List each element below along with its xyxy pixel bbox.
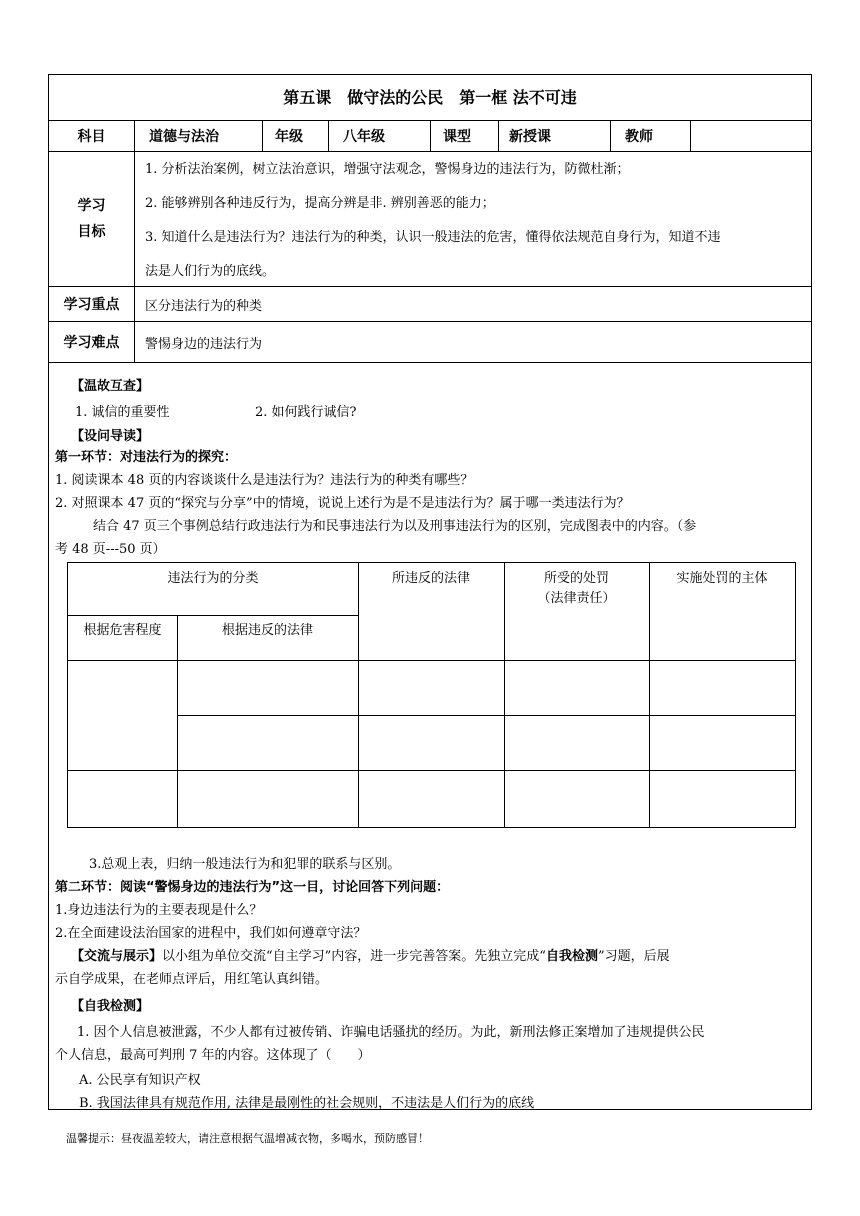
header-by-law: 根据违反的法律 xyxy=(221,623,313,638)
type-value: 新授课 xyxy=(499,121,611,151)
subject-label: 科目 xyxy=(49,121,135,151)
option-b: B. 我国法律具有规范作用, 法律是最刚性的社会规则，不违法是人们行为的底线 xyxy=(79,1096,535,1111)
review-q2: 2. 如何践行诚信? xyxy=(255,405,357,420)
goal-item-2: 2. 能够辨别各种违反行为，提高分辨是非. 辨别善恶的能力； xyxy=(145,196,495,211)
teacher-label: 教师 xyxy=(611,121,691,151)
header-punishing-subject: 实施处罚的主体 xyxy=(676,571,768,586)
classification-table xyxy=(67,562,796,828)
header-penalty: 所受的处罚 xyxy=(543,571,609,586)
difficulty-label: 学习难点 xyxy=(49,322,135,362)
exchange-paragraph xyxy=(71,945,670,964)
grade-value: 八年级 xyxy=(329,121,431,151)
s2-question-1: 1.身边违法行为的主要表现是什么？ xyxy=(55,903,263,918)
goals-label-line1: 学习 xyxy=(77,198,106,214)
goals-label xyxy=(49,152,135,286)
subject-value: 道德与法治 xyxy=(135,121,263,151)
meta-row xyxy=(49,121,811,152)
type-label: 课型 xyxy=(431,121,499,151)
header-violated-law: 所违反的法律 xyxy=(391,571,470,586)
header-by-harm: 根据危害程度 xyxy=(83,623,162,638)
difficulty-value: 警惕身边的违法行为 xyxy=(145,336,263,352)
review-heading: 【温故互查】 xyxy=(71,379,150,394)
selfcheck-heading: 【自我检测】 xyxy=(71,999,150,1014)
key-point-value: 区分违法行为的种类 xyxy=(145,298,263,314)
summary-question: 3.总观上表，归纳一般违法行为和犯罪的联系与区别。 xyxy=(89,857,401,872)
page-title: 第五课 做守法的公民 第一框 法不可违 xyxy=(283,88,577,107)
goal-item-3-cont: 法是人们行为的底线。 xyxy=(145,264,276,279)
lesson-sheet xyxy=(48,74,812,1110)
exchange-text-b: ”习题，后展 xyxy=(597,949,670,964)
footer-tip: 温馨提示：昼夜温差较大，请注意根据气温增减衣物，多喝水，预防感冒！ xyxy=(66,1132,429,1145)
key-point-row xyxy=(49,287,811,322)
s1-question-3-cont: 考 48 页---50 页） xyxy=(55,542,166,557)
question-1-cont: 个人信息，最高可判刑 7 年的内容。这体现了（ ） xyxy=(55,1048,371,1063)
exchange-text-a: 以小组为单位交流“自主学习”内容，进一步完善答案。先独立完成“ xyxy=(162,949,546,964)
goal-item-1: 1. 分析法治案例，树立法治意识，增强守法观念，警惕身边的违法行为，防微杜渐； xyxy=(145,162,630,177)
grade-label: 年级 xyxy=(263,121,329,151)
header-penalty-sub: （法律责任） xyxy=(537,591,616,606)
option-a: A. 公民享有知识产权 xyxy=(79,1073,201,1088)
goal-item-3: 3. 知道什么是违法行为？违法行为的种类，认识一般违法的危害，懂得依法规范自身行为，知道不违 xyxy=(145,230,721,245)
s1-question-1: 1. 阅读课本 48 页的内容谈谈什么是违法行为？违法行为的种类有哪些？ xyxy=(55,473,474,488)
question-1: 1. 因个人信息被泄露，不少人都有过被传销、诈骗电话骚扰的经历。为此，新刑法修正案增加了违规提供公民 xyxy=(77,1025,705,1040)
goals-row xyxy=(49,152,811,287)
s1-question-3: 结合 47 页三个事例总结行政违法行为和民事违法行为以及刑事违法行为的区别，完成图表中的内容。（参 xyxy=(93,519,697,534)
exchange-bold: 自我检测 xyxy=(545,949,598,964)
guide-heading: 【设问导读】 xyxy=(71,429,150,444)
difficulty-row xyxy=(49,322,811,363)
review-q1: 1. 诚信的重要性 xyxy=(75,405,170,420)
header-classification: 违法行为的分类 xyxy=(167,571,259,586)
goals-label-line2: 目标 xyxy=(77,224,106,240)
s2-question-2: 2.在全面建设法治国家的进程中，我们如何遵章守法？ xyxy=(55,926,367,941)
teacher-value xyxy=(691,121,811,151)
exchange-heading: 【交流与展示】 xyxy=(71,949,163,964)
title-row xyxy=(49,75,811,121)
key-point-label: 学习重点 xyxy=(49,287,135,321)
exchange-line2: 示自学成果，在老师点评后，用红笔认真纠错。 xyxy=(55,972,329,987)
goals-content xyxy=(135,152,811,286)
s1-question-2: 2. 对照课本 47 页的“探究与分享”中的情境，说说上述行为是不是违法行为？属于哪一类违法行为？ xyxy=(55,496,630,511)
section2-heading: 第二环节：阅读“警惕身边的违法行为”这一目，讨论回答下列问题： xyxy=(55,880,450,895)
section1-heading: 第一环节：对违法行为的探究： xyxy=(55,450,238,465)
